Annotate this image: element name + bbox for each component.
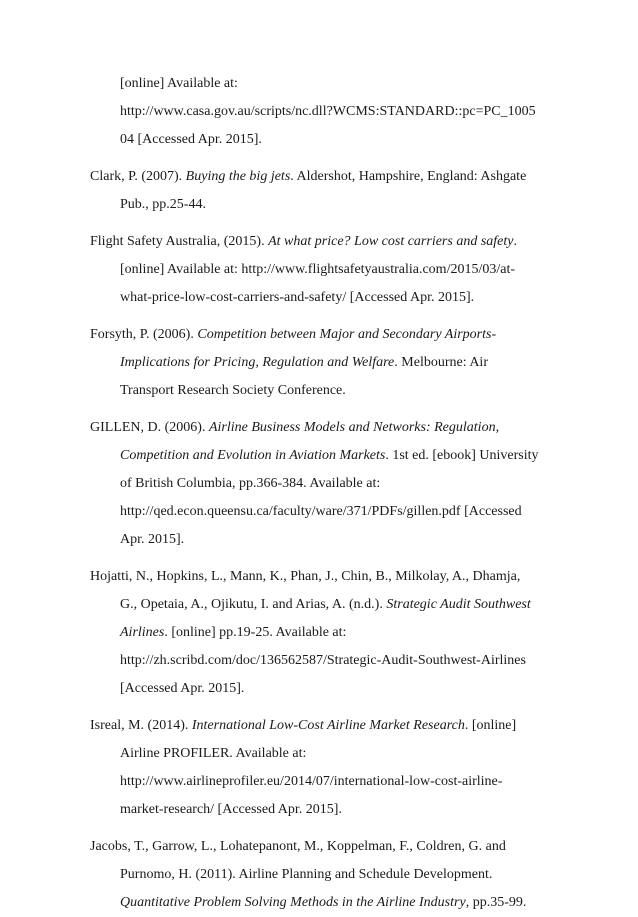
reference-text: http://www.casa.gov.au/scripts/nc.dll?WCMS:STANDARD::pc=PC_1005 xyxy=(120,104,536,119)
reference-text: [online] Available at: http://www.flightsafetyaustralia.com/2015/03/at- xyxy=(120,262,516,277)
reference-line xyxy=(90,228,548,256)
reference-line xyxy=(90,377,548,405)
reference-text: of British Columbia, pp.366-384. Available at: xyxy=(120,476,381,491)
reference-line xyxy=(90,414,548,442)
reference-line xyxy=(90,256,548,284)
reference-spacer xyxy=(90,219,548,228)
reference-entry xyxy=(90,414,548,554)
reference-entry xyxy=(90,70,548,154)
reference-text: Apr. 2015]. xyxy=(120,532,185,547)
reference-line xyxy=(90,526,548,554)
reference-line xyxy=(90,796,548,824)
reference-line xyxy=(90,768,548,796)
reference-line xyxy=(90,191,548,219)
reference-text: [online] Available at: xyxy=(120,76,238,91)
reference-text: . Melbourne: Air xyxy=(394,355,488,370)
reference-line xyxy=(90,675,548,703)
reference-text: . 1st ed. [ebook] University xyxy=(385,448,539,463)
reference-text: market-research/ [Accessed Apr. 2015]. xyxy=(120,802,342,817)
reference-entry xyxy=(90,833,548,917)
reference-title-text: Competition between Major and Secondary Airports- xyxy=(197,327,497,342)
reference-line xyxy=(90,498,548,526)
reference-line xyxy=(90,833,548,861)
reference-text: Isreal, M. (2014). xyxy=(90,718,192,733)
reference-line xyxy=(90,284,548,312)
reference-line xyxy=(90,861,548,889)
reference-text: . xyxy=(513,234,517,249)
reference-line xyxy=(90,98,548,126)
reference-title-text: Airlines xyxy=(120,625,165,640)
reference-title-text: Quantitative Problem Solving Methods in the Airline Industry xyxy=(120,895,466,910)
reference-entry xyxy=(90,228,548,312)
reference-text: , pp.35-99. xyxy=(465,895,527,910)
reference-text: what-price-low-cost-carriers-and-safety/ [Accessed Apr. 2015]. xyxy=(120,290,475,305)
reference-title-text: Competition and Evolution in Aviation Markets xyxy=(120,448,386,463)
reference-title-text: At what price? Low cost carriers and safety xyxy=(268,234,514,249)
reference-spacer xyxy=(90,154,548,163)
reference-line xyxy=(90,321,548,349)
reference-text: Jacobs, T., Garrow, L., Lohatepanont, M., Koppelman, F., Coldren, G. and xyxy=(90,839,506,854)
reference-title-text: Strategic Audit Southwest xyxy=(386,597,531,612)
reference-line xyxy=(90,349,548,377)
reference-line xyxy=(90,126,548,154)
reference-line xyxy=(90,740,548,768)
reference-entry xyxy=(90,712,548,824)
reference-text: [Accessed Apr. 2015]. xyxy=(120,681,245,696)
reference-title-text: Buying the big jets xyxy=(185,169,291,184)
reference-entry xyxy=(90,163,548,219)
reference-text: Transport Research Society Conference. xyxy=(120,383,346,398)
reference-list xyxy=(90,70,548,917)
reference-line xyxy=(90,470,548,498)
reference-line xyxy=(90,70,548,98)
reference-line xyxy=(90,442,548,470)
reference-line xyxy=(90,647,548,675)
reference-text: 04 [Accessed Apr. 2015]. xyxy=(120,132,262,147)
reference-spacer xyxy=(90,405,548,414)
reference-entry xyxy=(90,321,548,405)
reference-text: http://www.airlineprofiler.eu/2014/07/international-low-cost-airline- xyxy=(120,774,503,789)
reference-spacer xyxy=(90,703,548,712)
reference-entry xyxy=(90,563,548,703)
reference-text: . [online] xyxy=(464,718,517,733)
reference-line xyxy=(90,591,548,619)
reference-line xyxy=(90,619,548,647)
reference-spacer xyxy=(90,312,548,321)
reference-spacer xyxy=(90,554,548,563)
reference-text: Airline PROFILER. Available at: xyxy=(120,746,307,761)
reference-line xyxy=(90,563,548,591)
reference-text: . [online] pp.19-25. Available at: xyxy=(164,625,347,640)
reference-text: . Aldershot, Hampshire, England: Ashgate xyxy=(290,169,527,184)
reference-text: Purnomo, H. (2011). Airline Planning and Schedule Development. xyxy=(120,867,493,882)
reference-title-text: International Low-Cost Airline Market Research xyxy=(191,718,465,733)
reference-text: Forsyth, P. (2006). xyxy=(90,327,198,342)
reference-text: Hojatti, N., Hopkins, L., Mann, K., Phan, J., Chin, B., Milkolay, A., Dhamja, xyxy=(90,569,521,584)
reference-line xyxy=(90,889,548,917)
reference-title-text: Airline Business Models and Networks: Regulation, xyxy=(208,420,500,435)
reference-text: Flight Safety Australia, (2015). xyxy=(90,234,269,249)
reference-title-text: Implications for Pricing, Regulation and Welfare xyxy=(120,355,395,370)
reference-text: http://qed.econ.queensu.ca/faculty/ware/371/PDFs/gillen.pdf [Accessed xyxy=(120,504,522,519)
reference-spacer xyxy=(90,824,548,833)
reference-text: GILLEN, D. (2006). xyxy=(90,420,209,435)
reference-text: Pub., pp.25-44. xyxy=(120,197,206,212)
reference-line xyxy=(90,712,548,740)
reference-text: Clark, P. (2007). xyxy=(90,169,186,184)
reference-text: http://zh.scribd.com/doc/136562587/Strategic-Audit-Southwest-Airlines xyxy=(120,653,526,668)
reference-line xyxy=(90,163,548,191)
reference-text: G., Opetaia, A., Ojikutu, I. and Arias, A. (n.d.). xyxy=(120,597,387,612)
